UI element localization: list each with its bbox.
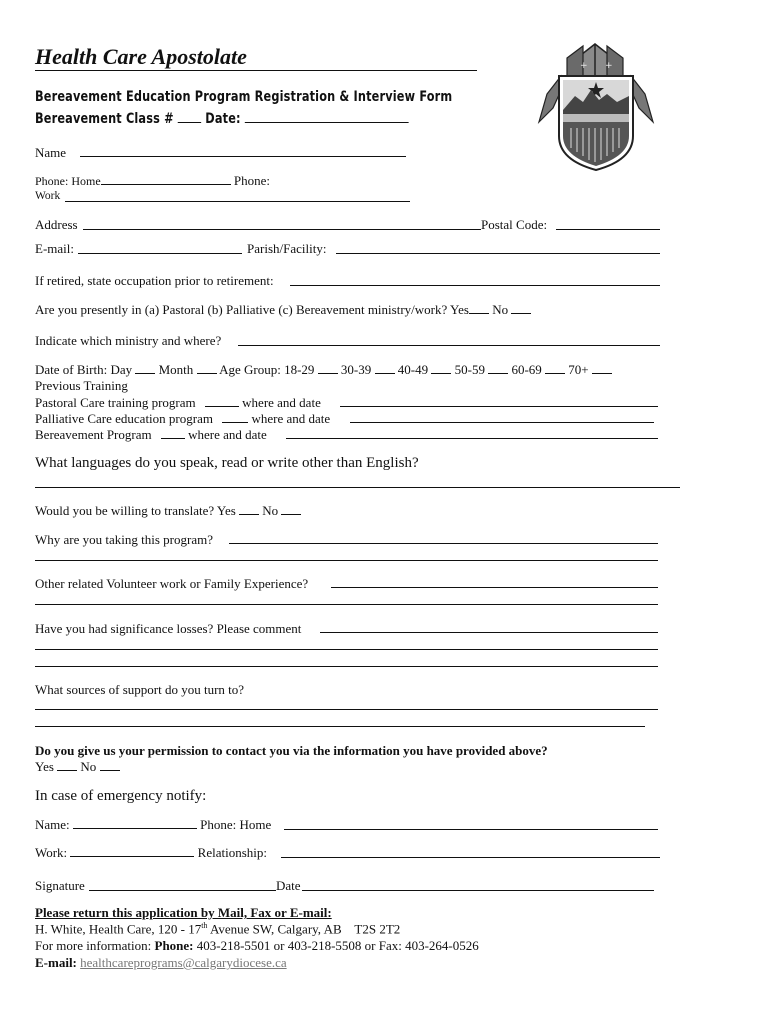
class-date-field[interactable] <box>245 111 409 123</box>
signature-field[interactable] <box>89 890 276 891</box>
mailing-address <box>35 921 400 937</box>
dob-age-row <box>35 362 612 378</box>
translate-label: Would you be willing to translate? Yes <box>35 503 236 518</box>
address-label: Address <box>35 217 78 232</box>
name-field[interactable] <box>80 156 406 157</box>
email-label: E-mail: <box>35 241 74 256</box>
bereavement-where-field[interactable] <box>286 438 658 439</box>
postal-code-field[interactable] <box>556 229 660 230</box>
why-program-label: Why are you taking this program? <box>35 532 213 547</box>
phone-work-field[interactable] <box>65 201 410 202</box>
bereavement-where-label: where and date <box>188 427 267 442</box>
retired-field[interactable] <box>290 285 660 286</box>
info-pre: For more information: <box>35 938 155 953</box>
age-30-39-field[interactable] <box>375 362 395 374</box>
pastoral-where-field[interactable] <box>340 406 658 407</box>
emergency-name-field[interactable] <box>73 817 197 829</box>
bereavement-program-field[interactable] <box>161 427 185 439</box>
age-70-label: 70+ <box>568 362 589 377</box>
palliative-training-row <box>35 411 330 427</box>
class-label: Bereavement Class # <box>35 111 174 127</box>
pastoral-training-field[interactable] <box>205 395 239 407</box>
emergency-heading: In case of emergency notify: <box>35 788 207 804</box>
bereavement-program-label: Bereavement Program <box>35 427 152 442</box>
footer-email-link[interactable]: healthcareprograms@calgarydiocese.ca <box>80 955 287 970</box>
volunteer-field-1[interactable] <box>331 587 658 588</box>
permission-no-label: No <box>80 759 97 774</box>
ministry-yes-field[interactable] <box>469 302 489 314</box>
age-group-label: Age Group: 18-29 <box>219 362 315 377</box>
languages-label: What languages do you speak, read or write other than English? <box>35 455 419 471</box>
permission-yes-label: Yes <box>35 759 54 774</box>
ministry-row <box>35 302 531 318</box>
emergency-relationship-field[interactable] <box>281 857 660 858</box>
page-title: Health Care Apostolate <box>35 44 247 69</box>
dob-month-label: Month <box>158 362 194 377</box>
ministry-no-label: No <box>492 302 509 317</box>
volunteer-field-2[interactable] <box>35 604 658 605</box>
palliative-where-label: where and date <box>251 411 331 426</box>
svg-text:+: + <box>605 61 613 71</box>
signature-label: Signature <box>35 878 85 893</box>
emergency-name-row <box>35 817 271 833</box>
losses-label: Have you had significance losses? Please comment <box>35 621 302 636</box>
support-field-1[interactable] <box>35 709 658 710</box>
previous-training-label: Previous Training <box>35 378 128 393</box>
emergency-work-field[interactable] <box>70 845 194 857</box>
losses-field-2[interactable] <box>35 649 658 650</box>
postal-code-label: Postal Code: <box>481 217 548 232</box>
address-field[interactable] <box>83 229 481 230</box>
date-label: Date: <box>205 111 241 127</box>
address-text: H. White, Health Care, 120 - 17 <box>35 921 202 937</box>
translate-no-field[interactable] <box>281 503 301 515</box>
phone-home-label: Phone: Home <box>35 174 101 188</box>
email-field[interactable] <box>78 253 242 254</box>
emergency-work-row <box>35 845 267 861</box>
support-label: What sources of support do you turn to? <box>35 682 245 697</box>
address-text-rest: Avenue SW, Calgary, AB T2S 2T2 <box>207 921 401 937</box>
parish-label: Parish/Facility: <box>247 241 327 256</box>
palliative-training-field[interactable] <box>222 411 248 423</box>
signature-date-field[interactable] <box>302 890 654 891</box>
dob-day-field[interactable] <box>135 362 155 374</box>
age-18-29-field[interactable] <box>318 362 338 374</box>
class-number-field[interactable] <box>178 111 201 123</box>
age-50-59-field[interactable] <box>488 362 508 374</box>
dob-month-field[interactable] <box>197 362 217 374</box>
languages-field[interactable] <box>35 487 680 488</box>
age-40-label: 40-49 <box>397 362 429 377</box>
info-phone-numbers: 403-218-5501 or 403-218-5508 or Fax: 403-264-0526 <box>193 938 479 953</box>
pastoral-where-label: where and date <box>242 395 321 410</box>
dob-day-label: Date of Birth: Day <box>35 362 133 377</box>
age-40-49-field[interactable] <box>431 362 451 374</box>
work-label: Work <box>35 190 61 202</box>
emergency-phone-field[interactable] <box>284 829 658 830</box>
diocese-crest-logo <box>525 36 667 174</box>
pastoral-training-row <box>35 395 321 411</box>
svg-text:+: + <box>580 61 588 71</box>
parish-field[interactable] <box>336 253 660 254</box>
emergency-work-label: Work: <box>35 845 68 860</box>
retired-label: If retired, state occupation prior to retirement: <box>35 273 274 288</box>
ministry-where-label: Indicate which ministry and where? <box>35 333 222 348</box>
palliative-where-field[interactable] <box>350 422 654 423</box>
age-50-label: 50-59 <box>454 362 485 377</box>
phone-label: Phone: <box>233 173 271 188</box>
ministry-no-field[interactable] <box>511 302 531 314</box>
emergency-relationship-label: Relationship: <box>197 845 268 860</box>
footer-email-label: E-mail: <box>35 955 77 970</box>
why-program-field-2[interactable] <box>35 560 658 561</box>
translate-no-label: No <box>262 503 279 518</box>
emergency-name-label: Name: <box>35 817 70 832</box>
age-60-label: 60-69 <box>511 362 542 377</box>
signature-date-label: Date <box>276 878 301 893</box>
info-phone-label: Phone: <box>154 938 194 953</box>
support-field-2[interactable] <box>35 726 645 727</box>
permission-row <box>35 759 120 775</box>
phone-home-field[interactable] <box>101 173 231 185</box>
losses-field-3[interactable] <box>35 666 658 667</box>
info-line <box>35 938 479 954</box>
title-rule <box>35 70 477 71</box>
emergency-phone-label: Phone: Home <box>200 817 272 832</box>
address-sup: th <box>201 921 208 930</box>
name-label: Name <box>35 145 67 160</box>
form-title: Bereavement Education Program Registration & Interview Form <box>35 89 453 105</box>
email-line <box>35 955 287 971</box>
palliative-training-label: Palliative Care education program <box>35 411 213 426</box>
permission-yes-field[interactable] <box>57 759 77 771</box>
class-date-line <box>35 111 409 127</box>
age-70-plus-field[interactable] <box>592 362 612 374</box>
volunteer-label: Other related Volunteer work or Family Experience? <box>35 576 309 591</box>
losses-field-1[interactable] <box>320 632 658 633</box>
translate-yes-field[interactable] <box>239 503 259 515</box>
permission-no-field[interactable] <box>100 759 120 771</box>
return-heading: Please return this application by Mail, Fax or E-mail: <box>35 905 332 920</box>
translate-row <box>35 503 301 519</box>
age-60-69-field[interactable] <box>545 362 565 374</box>
age-30-label: 30-39 <box>340 362 372 377</box>
bereavement-program-row <box>35 427 267 443</box>
ministry-question: Are you presently in (a) Pastoral (b) Palliative (c) Bereavement ministry/work? Yes <box>35 302 469 317</box>
pastoral-training-label: Pastoral Care training program <box>35 395 196 410</box>
why-program-field-1[interactable] <box>229 543 658 544</box>
permission-question: Do you give us your permission to contact you via the information you have provided above? <box>35 743 548 758</box>
phone-row <box>35 173 270 189</box>
ministry-where-field[interactable] <box>238 345 660 346</box>
